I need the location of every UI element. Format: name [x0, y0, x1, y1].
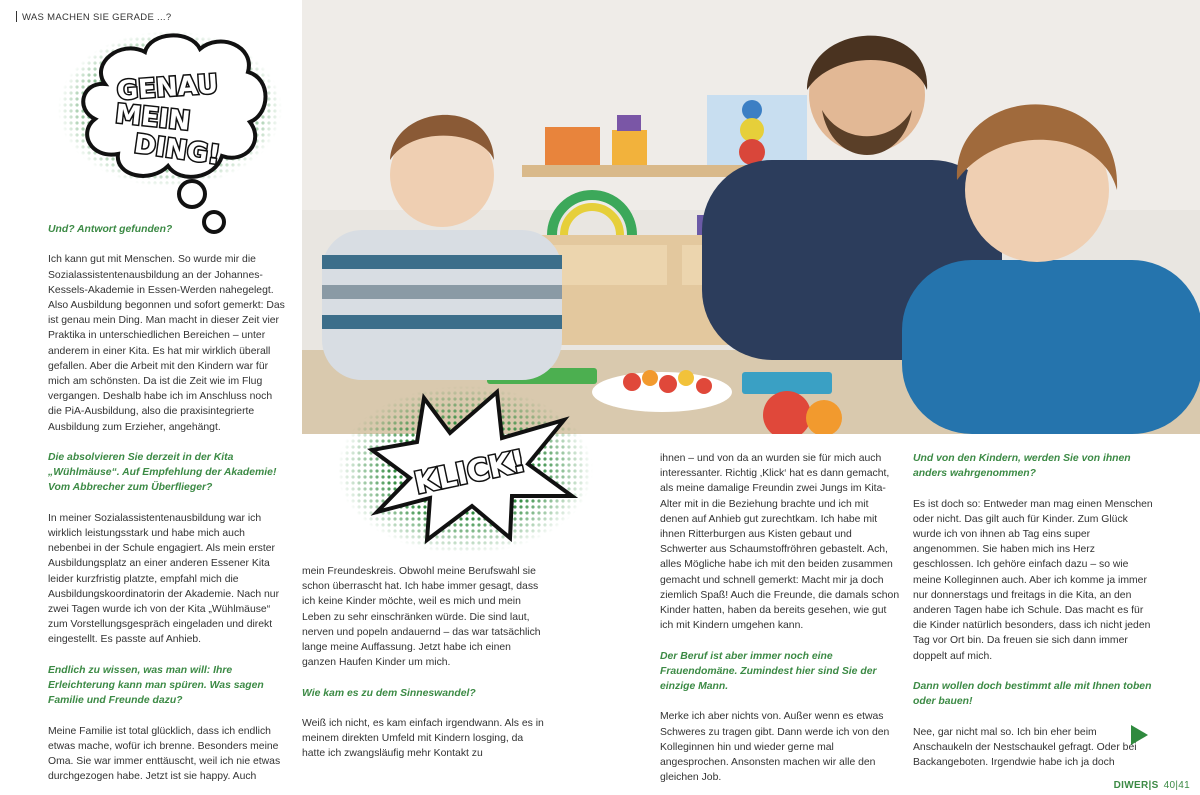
- answer-5: Merke ich aber nichts von. Außer wenn es etwas Schweres zu tragen gibt. Dann werde ich von den Kolleginnen hin und wieder gerne mal angesprochen. Ansonsten machen wir alle den gleichen Job.: [660, 711, 890, 784]
- question-4: Wie kam es zu dem Sinneswandel?: [302, 687, 476, 699]
- section-label: WAS MACHEN SIE GERADE ...?: [16, 11, 171, 23]
- speech-cloud-graphic: [50, 24, 290, 246]
- answer-3-continued: mein Freundeskreis. Obwohl meine Berufswahl sie schon überrascht hat. Ich habe immer gesagt, dass ich keine Kinder möchte, weil es mich und mein Leben zu sehr einschränken würde. Die sind laut, nerven und popeln andauernd – das war tatsächlich lange meine Auffassung. Jetzt habe ich einen ganzen Haufen Kinder um mich.: [302, 566, 541, 669]
- text-column-2: [302, 564, 545, 762]
- answer-2: In meiner Sozialassistentenausbildung war ich wirklich leistungsstark und habe mich auch nebenbei in der Schule engagiert. Als mein erster Ausbildungsplatz an einer anderen Essener Kita leider kurzfristig platzte, empfahl mich die Ausbildungskoordinatorin der Akademie. Nach nur zwei Tagen wurde ich von der Kita „Wühlmäuse“ zum Vorstellungsgespräch eingeladen und direkt eingestellt. Es passte auf Anhieb.: [48, 512, 280, 646]
- question-6: Und von den Kindern, werden Sie von ihnen anders wahrgenommen?: [913, 453, 1131, 480]
- question-5: Der Beruf ist aber immer noch eine Frauendomäne. Zumindest hier sind Sie der einzige Mann.: [660, 650, 877, 693]
- question-1: Und? Antwort gefunden?: [48, 224, 173, 235]
- page-numbers: 40|41: [1163, 780, 1190, 791]
- brand-logo: DIWER|S: [1113, 780, 1159, 791]
- question-2: Die absolvieren Sie derzeit in der Kita „Wühlmäuse“. Auf Empfehlung der Akademie! Vom Abbrecher zum Überflieger?: [48, 452, 277, 494]
- answer-4-continued: ihnen – und von da an wurden sie für mich auch interessanter. Richtig ‚Klick‘ hat es dann gemacht, als meine damalige Freundin zwei Jungs im Kita-Alter mit in die Beziehung brachte und ich mit denen auf Anhieb gut zurechtkam. Ich habe mit ihnen Ritterburgen aus Kisten gebaut und Schwerter aus Schaumstoffröhren gebastelt. Ach, alles Mögliche habe ich mit den beiden zusammen gemacht und schnell gemerkt: Macht mir ja doch ziemlich Spaß! Auch die Freunde, die damals schon Kinder hatten, haben da bereits gesehen, wie gut ich mit Kindern umgehen kann.: [660, 453, 900, 632]
- hero-photo-illustration: [302, 0, 1200, 434]
- question-7: Dann wollen doch bestimmt alle mit Ihnen toben oder bauen!: [913, 681, 1152, 708]
- question-3: Endlich zu wissen, was man will: Ihre Erleichterung kann man spüren. Was sagen Familie und Freunde dazu?: [48, 664, 264, 707]
- answer-7: Nee, gar nicht mal so. Ich bin eher beim Anschaukeln der Nestschaukel gefragt. Oder bei Backangeboten. Irgendwie habe ich ja doch: [913, 726, 1137, 769]
- cloud-text-line1: GENAU: [115, 69, 220, 107]
- answer-1: Ich kann gut mit Menschen. So wurde mir die Sozialassistentenausbildung an der Johannes-Kessels-Akademie in Essen-Werden nahegelegt. Also Ausbildung begonnen und sofort gemerkt: Das ist genau mein Ding. Man macht in dieser Zeit vier Praktika in unterschiedlichen Bereichen – unter anderem in einer Kita. Es hat mir wirklich überall gefallen. Aber die Arbeit mit den Kindern war für mich am schönsten. Da ist die Zeit wie im Flug vergangen. Deshalb habe ich im Anschluss noch die PiA-Ausbildung, also die praxisintegrierte Ausbildung zum Erzieher, angehängt.: [48, 254, 285, 433]
- text-column-4: [913, 451, 1153, 770]
- continue-arrow-icon[interactable]: [1131, 725, 1148, 745]
- cloud-text-line3: DING!: [132, 129, 222, 171]
- text-column-3: [660, 451, 900, 785]
- hero-photo: [302, 0, 1200, 434]
- klick-text: KLICK!: [411, 443, 529, 502]
- cloud-text-line2: MEIN: [113, 99, 192, 137]
- text-column-1: [48, 222, 288, 784]
- answer-3: Meine Familie ist total glücklich, dass ich endlich etwas mache, wofür ich brenne. Besonders meine Oma. Sie war immer enttäuscht, weil ich nie etwas durchgezogen habe. Jetzt ist sie happy. Auch: [48, 725, 281, 783]
- answer-6: Es ist doch so: Entweder man mag einen Menschen oder nicht. Das gilt auch für Kinder. Zum Glück wurde ich von ihnen ab Tag eins super angenommen. Sie haben mich ins Herz geschlossen. Ich gehöre einfach dazu – so wie meine Kolleginnen auch. Aber ich komme ja immer nur donnerstags und freitags in die Kita, an den anderen Tagen habe ich Schule. Das macht es für die Kinder natürlich besonders, dass ich nicht jeden Tag vor Ort bin. Da freuen sie sich dann immer doppelt auf mich.: [913, 498, 1153, 662]
- answer-4: Weiß ich nicht, es kam einfach irgendwann. Als es in meinem direkten Umfeld mit Kindern losging, da hatte ich zwangsläufig mehr Kontakt zu: [302, 718, 544, 760]
- klick-burst-graphic: [332, 378, 598, 558]
- page-footer: [1114, 780, 1190, 791]
